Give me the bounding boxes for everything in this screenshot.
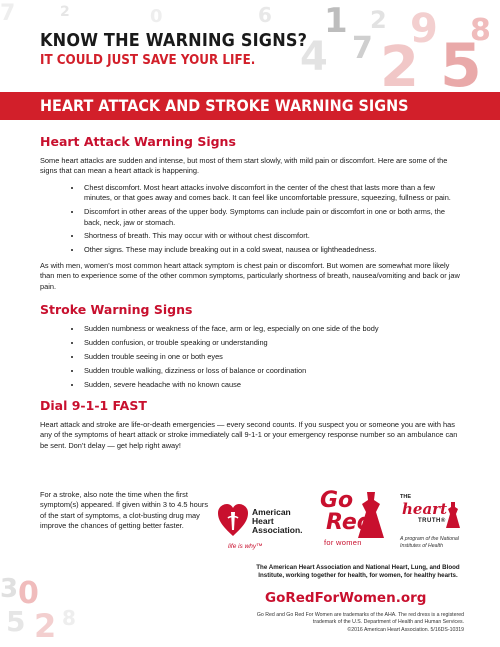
trademark-notice xyxy=(250,612,464,633)
svg-text:8: 8 xyxy=(62,606,76,630)
svg-text:3: 3 xyxy=(0,574,19,604)
trademark-text: Go Red and Go Red For Women are trademarks of the AHA. The red dress is a registered trademark of the U.S. Department of Health and Human Services. xyxy=(256,612,464,625)
list-item: • Sudden trouble seeing in one or both eyes xyxy=(82,352,464,362)
svg-text:2: 2 xyxy=(380,35,419,92)
list-item: • Sudden, severe headache with no known cause xyxy=(82,380,464,390)
list-item: • Sudden confusion, or trouble speaking or understanding xyxy=(82,338,464,348)
go-red-for-women: for women xyxy=(324,538,362,547)
women-symptoms-note: As with men, women’s most common heart attack symptom is chest pain or discomfort. But women are somewhat more likely than men to experience some of the other common symptoms, particularly shortness of breath, nausea/vomiting and back or jaw pain. xyxy=(40,260,460,291)
svg-text:1: 1 xyxy=(324,1,348,41)
bottom-section xyxy=(40,490,464,640)
heart-truth-heart: heart xyxy=(402,500,447,518)
header xyxy=(40,31,460,69)
aha-logo xyxy=(218,496,304,552)
aha-name xyxy=(252,508,303,535)
go-red-logo xyxy=(310,490,390,558)
list-item: • Other signs. These may include breaking out in a cold sweat, nausea or lightheadedness. xyxy=(82,245,464,255)
dial-heading: Dial 9-1-1 FAST xyxy=(40,398,147,413)
aha-heart-torch-icon xyxy=(218,504,248,538)
svg-text:4: 4 xyxy=(300,34,328,80)
heart-attack-heading: Heart Attack Warning Signs xyxy=(40,134,236,149)
main-content xyxy=(40,134,464,457)
list-item: • Discomfort in other areas of the upper body. Symptoms can include pain or discomfort in one or both arms, the back, neck, jaw or stomach. xyxy=(82,207,464,228)
copyright-text: ©2016 American Heart Association. 5/16DS-10319 xyxy=(347,626,464,633)
list-item: • Sudden numbness or weakness of the face, arm or leg, especially on one side of the body xyxy=(82,324,464,334)
svg-text:2: 2 xyxy=(60,4,70,20)
aha-name-line: American xyxy=(252,507,291,517)
aha-tagline: life is why™ xyxy=(228,543,263,550)
list-item: • Shortness of breath. This may occur with or without chest discomfort. xyxy=(82,231,464,241)
heart-truth-logo xyxy=(398,492,464,558)
website-link[interactable]: GoRedForWomen.org xyxy=(265,590,427,606)
aha-name-line: Heart xyxy=(252,516,274,526)
section-banner xyxy=(0,92,500,120)
aha-name-line: Association. xyxy=(252,525,303,535)
logo-row xyxy=(218,490,464,558)
sponsor-statement: The American Heart Association and National Heart, Lung, and Blood Institute, working together for health, for women, for healthy hearts. xyxy=(256,564,460,580)
svg-text:7: 7 xyxy=(352,31,373,66)
svg-text:5: 5 xyxy=(6,605,26,638)
svg-text:7: 7 xyxy=(0,1,16,26)
heart-attack-intro: Some heart attacks are sudden and intense, but most of them start slowly, with mild pain or discomfort. Here are some of the signs that can mean a heart attack is happening. xyxy=(40,156,448,176)
svg-text:0: 0 xyxy=(18,576,39,611)
svg-text:9: 9 xyxy=(410,6,438,52)
go-red-go: Go xyxy=(320,488,354,513)
heart-truth-program: A program of the National Institutes of Health xyxy=(400,536,459,549)
svg-text:5: 5 xyxy=(440,31,482,92)
page-title: KNOW THE WARNING SIGNS? xyxy=(40,31,308,51)
list-item: • Sudden trouble walking, dizziness or loss of balance or coordination xyxy=(82,366,464,376)
stroke-time-note: For a stroke, also note the time when the first symptom(s) appeared. If given within 3 to 4.5 hours of the start of symptoms, a clot-busting drug may improve the chances of getting better faster. xyxy=(40,490,209,531)
go-red-red: Red xyxy=(326,510,373,535)
heart-truth-truth: TRUTH® xyxy=(418,518,446,524)
list-item: • Chest discomfort. Most heart attacks involve discomfort in the center of the chest that lasts more than a few minutes, or that goes away and comes back. It can feel like uncomfortable pressure, squeezing, fullness or pain. xyxy=(82,183,464,204)
svg-text:2: 2 xyxy=(34,607,57,645)
red-dress-icon xyxy=(446,502,460,528)
stroke-list xyxy=(40,324,464,390)
svg-text:0: 0 xyxy=(150,6,163,27)
heart-truth-the: THE xyxy=(400,494,411,500)
page-subtitle: IT COULD JUST SAVE YOUR LIFE. xyxy=(40,53,256,68)
dial-body: Heart attack and stroke are life-or-death emergencies — every second counts. If you suspect you or someone you are with has any of the symptoms of heart attack or stroke immediately call 9-1-1 or your emergency response number so an ambulance can be sent. Don’t delay — get help right away! xyxy=(40,420,458,450)
heart-attack-list xyxy=(40,183,464,256)
svg-text:8: 8 xyxy=(470,13,491,48)
stroke-heading: Stroke Warning Signs xyxy=(40,301,193,317)
svg-text:2: 2 xyxy=(370,6,387,34)
svg-text:6: 6 xyxy=(258,3,272,27)
banner-title: HEART ATTACK AND STROKE WARNING SIGNS xyxy=(40,96,409,115)
